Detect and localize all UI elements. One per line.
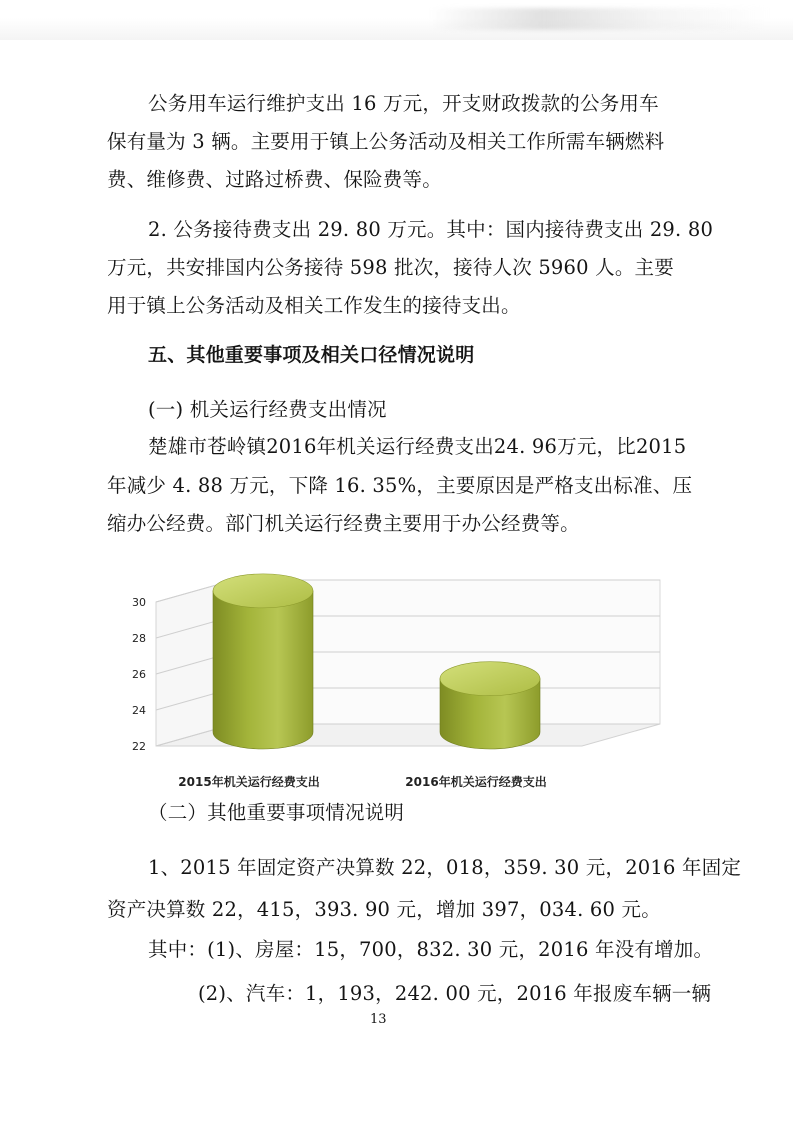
y-tick-label: 24 [132, 704, 146, 717]
expense-chart [112, 572, 672, 794]
paragraph-line: 其中：(1)、房屋：15，700，832. 30 元，2016 年没有增加。 [148, 938, 714, 961]
y-tick-label: 28 [132, 632, 146, 645]
paragraph-line: (2)、汽车：1，193，242. 00 元，2016 年报废车辆一辆 [198, 982, 712, 1005]
paragraph-line: 楚雄市苍岭镇2016年机关运行经费支出24. 96万元，比2015 [148, 435, 687, 458]
paragraph-line: 公务用车运行维护支出 16 万元，开支财政拨款的公务用车 [148, 92, 659, 115]
y-tick-label: 30 [132, 596, 146, 609]
paragraph-line: 用于镇上公务活动及相关工作发生的接待支出。 [107, 294, 521, 317]
subsection-title: (一) 机关运行经费支出情况 [148, 398, 387, 421]
page-number: 13 [370, 1012, 387, 1027]
paragraph-line: 2. 公务接待费支出 29. 80 万元。其中：国内接待费支出 29. 80 [148, 218, 714, 241]
section-heading: 五、其他重要事项及相关口径情况说明 [148, 344, 475, 366]
paragraph-line: 费、维修费、过路过桥费、保险费等。 [107, 168, 442, 191]
bar-body [213, 591, 313, 749]
x-tick-label: 2015年机关运行经费支出 [178, 775, 320, 789]
paragraph-line: 保有量为 3 辆。主要用于镇上公务活动及相关工作所需车辆燃料 [107, 130, 665, 153]
scan-top-band [0, 0, 793, 40]
y-tick-label: 22 [132, 740, 146, 753]
subsection-title: （二）其他重要事项情况说明 [148, 801, 405, 824]
bar-top [213, 574, 313, 608]
y-tick-label: 26 [132, 668, 146, 681]
bar-top [440, 662, 540, 696]
paragraph-line: 缩办公经费。部门机关运行经费主要用于办公经费等。 [107, 512, 580, 535]
x-tick-label: 2016年机关运行经费支出 [405, 775, 547, 789]
paragraph-line: 资产决算数 22，415，393. 90 元，增加 397，034. 60 元。 [107, 898, 661, 921]
paragraph-line: 1、2015 年固定资产决算数 22，018，359. 30 元，2016 年固定 [148, 856, 742, 879]
scan-artifact [430, 8, 770, 30]
paragraph-line: 年减少 4. 88 万元，下降 16. 35%，主要原因是严格支出标准、压 [107, 474, 693, 497]
paragraph-line: 万元，共安排国内公务接待 598 批次，接待人次 5960 人。主要 [107, 256, 674, 279]
